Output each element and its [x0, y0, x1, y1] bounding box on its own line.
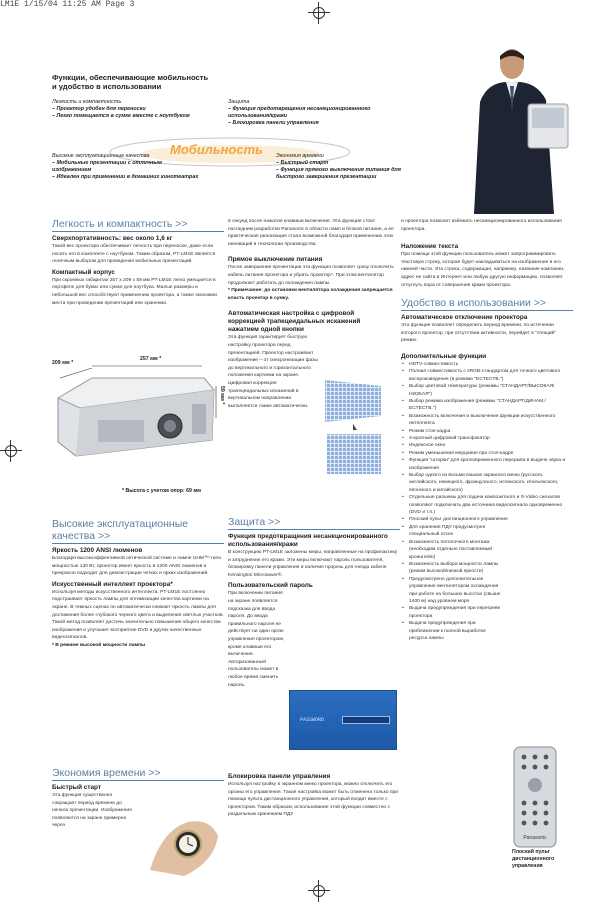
- svg-text:Panasonic: Panasonic: [523, 835, 547, 841]
- keystone-correction-image: [323, 376, 385, 476]
- list-item: • Полная совместимость с sRGB-стандартом для точного цветового воспроизведения (в режиме "ЕСТЕСТВ."): [401, 368, 573, 383]
- list-item: • HDTV-совместимость: [401, 361, 573, 368]
- text-ai: Используя методы искусственного интеллекта, PT-LM1E постоянно подстраивает яркость лампы для оптимизации качества картинки на экране. В темных сценах он автоматически снижает яркость лампы для достижения более глубокого черного цвета и выделения светлых участков. Такой метод позволяет достичь значительно повышения общего качества изображения и улучшает восприятие DVD и других качественных видеосигналов.: [52, 589, 224, 641]
- dimension-height: 59 мм *: [219, 386, 225, 405]
- heading-quick-start: Быстрый старт: [52, 784, 101, 791]
- text-quick-start-cont: 5 секунд после нажатия клавиши включения. Эта функция стоит последним разработки Panasonic в области ламп и блоков питания, а ее практическая реализация стала возможной благодаря применению этих инноваций в технологии производства.: [228, 219, 394, 247]
- dimension-note: * Высота с учетом опор: 69 мм: [122, 488, 202, 494]
- list-item: • Выдача предупреждения при перегреве проектора: [401, 605, 501, 620]
- text-text-overlay: При помощи этой функции пользователь может запрограммировать текстовую строку, которая будет накладываться на изображение в его нижней части. Эта строка, содержащая, например, название компании, адрес ее сайта в Интернет или любую другую информацию, позволяет отпугнуть вора от совершения кражи проектора.: [401, 252, 565, 288]
- list-item: • Индексное окно: [401, 442, 573, 449]
- section-title-performance: Высокие эксплуатационные качества >>: [52, 518, 224, 544]
- heading-ai: Искусственный интеллект проектора*: [52, 580, 173, 588]
- mobility-center-word: Мобильность: [170, 142, 263, 157]
- column-right: [401, 218, 573, 642]
- section-title-usability: Удобство в использовании >>: [401, 297, 573, 311]
- list-item: • Предусмотрено дополнительное управление вентилятором охлаждения при работе на больших высотах (свыше 1400 м) над уровнем моря: [401, 576, 501, 606]
- text-auto-off: Эта функция позволяет определить период времени, по истечении которого проектор, при отсутствии активности, перейдет в "спящий" режим.: [401, 323, 556, 344]
- note-direct-off: * Примечание: до остановки вентилятора охлаждения запрещается класть проектор в сумку.: [228, 288, 393, 301]
- heading-keystone: Автоматическая настройка с цифровой коррекцией трапецеидальных искажений нажатием одной кнопки: [228, 310, 361, 334]
- list-item: • Выбор цветовой температуры (режимы "СТАНДАРТ/ВЫСОКАЯ/НИЗКАЯ"): [401, 383, 573, 398]
- file-header: LM1E 1/15/04 11:25 AM Page 3: [0, 0, 135, 9]
- heading-auto-off: Автоматическое отключение проектора: [401, 314, 528, 322]
- list-item: • Для хранения ПДУ предусмотрен специальный отсек: [401, 524, 511, 539]
- list-item: • Выбор режима изображения (режимы "СТАНДАРТ/ДИНАМ./ЕСТЕСТВ."): [401, 398, 573, 413]
- list-item: • Возможность включения и выключения функции искусственного интеллекта: [401, 413, 573, 428]
- businessman-photo: [466, 42, 574, 214]
- dimension-width: 209 мм *: [52, 360, 74, 366]
- text-theft: В конструкцию PT-LM1E заложены меры, направленные на профилактику и затруднение его кражи. Эти меры включают пароль пользователя, блокировку панели управления и наличие прорезь для гнезда кабеля Kensington Microsaver®.: [228, 550, 398, 578]
- feature-security: Защита – Функция предотвращения несанкционированного использования/кражи – Блокировка панели управления: [228, 99, 371, 126]
- list-item: • Режим стоп-кадра: [401, 428, 573, 435]
- list-item: • Выдача предупреждения при приближении к полной выработке ресурса лампы: [401, 620, 501, 642]
- feature-compact: Легкость и компактность – Проектор удобен для переноски – Легко помещается в сумке вместе с ноутбуком: [52, 99, 190, 119]
- password-input-box: [342, 716, 390, 724]
- heading-compact-body: Компактный корпус: [52, 268, 115, 276]
- extra-features-list: [401, 361, 573, 642]
- text-panel-lock: Используя настройку в экранном меню проектора, можно отключить его органы его управления. Такая настройка может быть отменена только при помощи пульта дистанционного управления, который входит вместе с проектором. Таким образом, использование этой функции совместно с раздельным хранением ПДУ: [228, 782, 398, 818]
- section-title-compact: Легкость и компактность >>: [52, 218, 224, 232]
- password-label: PASSWORD: [300, 717, 325, 723]
- text-compact-body: При скромных габаритах 257 x 209 x 59 мм PT-LM1E легко умещается в портфеле для бумаг или сумке для ноутбука. Малые размеры и небольшой вес способствуют применению проектора, а также экономии места при проведении презентаций или хранении.: [52, 277, 217, 306]
- column-middle-bottom: [228, 770, 400, 819]
- text-brightness: Благодаря высокоэффективной оптической системе и лампе UHM™-типа мощностью 130 Вт, проектор имеет яркость в 1200 ANSI люменов и прекрасно подходит для демонстрации четких и ярких изображений.: [52, 556, 221, 577]
- section-title-security: Защита >>: [228, 516, 400, 530]
- crop-mark-left: [0, 440, 22, 462]
- heading-brightness: Яркость 1200 ANSI люменов: [52, 547, 143, 554]
- text-ultraportable: Такой вес проектора обеспечивает легкость при переноске, даже если носить его в комплекте с ноутбуком. Таким образом, PT-LM1E является логичным выбором для проведения мобильных презентаций.: [52, 244, 216, 265]
- list-item: • Режим уменьшения мерцания при стоп-кадре: [401, 450, 573, 457]
- projector-image: [52, 356, 232, 488]
- feature-time: Экономия времени – Быстрый старт – Функция прямого выключения питания для быстрого завершения презентации: [276, 153, 401, 180]
- dimension-length: 257 мм *: [140, 356, 162, 362]
- heading-ultraportable: Сверхпортативность: вес около 1,6 кг: [52, 235, 173, 242]
- text-password: При включении питания на экране появляется подсказка для ввода пароля. До ввода правильного пароля не действует ни один орган управления проектором, кроме клавиши его включения. Авторизованный пользователь может в любое время сменить пароль.: [228, 591, 285, 688]
- column-left-lower: [52, 518, 224, 650]
- list-item: • Отдельные разъемы для подачи композитного и S-Video сигналов позволяют подключать два источника видеосигнала одновременно (DVD и т.п.): [401, 494, 573, 516]
- list-item: • Функция "шторки" для кратковременного перерыва в выдаче звука и изображения: [401, 457, 573, 472]
- crop-mark-bottom: [308, 880, 330, 902]
- list-item: • Плоский пульт дистанционного управления: [401, 516, 511, 523]
- password-screen-image: [289, 690, 397, 750]
- feature-performance: Высокие эксплуатационные качества – Мобильные презентации с отличным изображением – Идеален при применении в домашних кинотеатрах: [52, 153, 199, 180]
- crop-mark-top: [308, 2, 330, 24]
- heading-text-overlay: Наложение текста: [401, 243, 459, 251]
- heading-password: Пользовательский пароль: [228, 582, 313, 590]
- heading-extra-features: Дополнительные функции: [401, 352, 487, 360]
- projector-dimensions-figure: [52, 356, 232, 488]
- text-quick-start: Эта функция существенно сокращает период времени до начала презентации. Изображения появляются на экране примерно через: [52, 793, 132, 829]
- section-title-time: Экономия времени >>: [52, 767, 224, 781]
- text-panel-lock-cont: и проектора позволит избежать несанкционированного использования проектора.: [401, 219, 562, 232]
- text-keystone: Эта функция гарантирует быструю настройку проектора перед презентацией. Проектор настраивает изображение – от синхронизации фазы до вертикального и горизонтального положения картинки на экране. Цифровая коррекция трапецеидальных искажений в вертикальном направлении выполняется также автоматически.: [228, 335, 318, 409]
- list-item: • 3-кратный цифровой трансфокатор: [401, 435, 573, 442]
- list-item: • Возможность потолочного монтажа (необходим отдельно поставляемый кронштейн): [401, 539, 511, 561]
- list-item: • Выбор одного из восьми языков экранного меню (русского, английского, немецкого, французского, испанского, итальянского, японского и китайского): [401, 472, 573, 494]
- list-item: • Возможность выбора мощности лампы (режим высокой/низкой яркости): [401, 561, 511, 576]
- heading-panel-lock: Блокировка панели управления: [228, 773, 331, 780]
- text-direct-off: После завершения презентации эта функция позволяет сразу отключить кабель питания проектора и убрать проектор*. При этом вентилятор продолжает работать до охлаждения лампы.: [228, 265, 394, 286]
- hand-with-watch-photo: [144, 800, 224, 880]
- note-ai: * В режиме высокой мощности лампы: [52, 642, 146, 648]
- heading-direct-off: Прямое выключение питания: [228, 256, 323, 264]
- column-left: [52, 218, 224, 307]
- remote-caption: Плоский пульт дистанционного управления: [512, 849, 555, 869]
- heading-theft: Функция предотвращения несанкционированного использования/кражи: [228, 533, 388, 548]
- intro-title: Функции, обеспечивающие мобильность и удобство в использовании: [52, 73, 209, 91]
- column-middle-lower: [228, 516, 400, 689]
- remote-control-image: [512, 745, 558, 849]
